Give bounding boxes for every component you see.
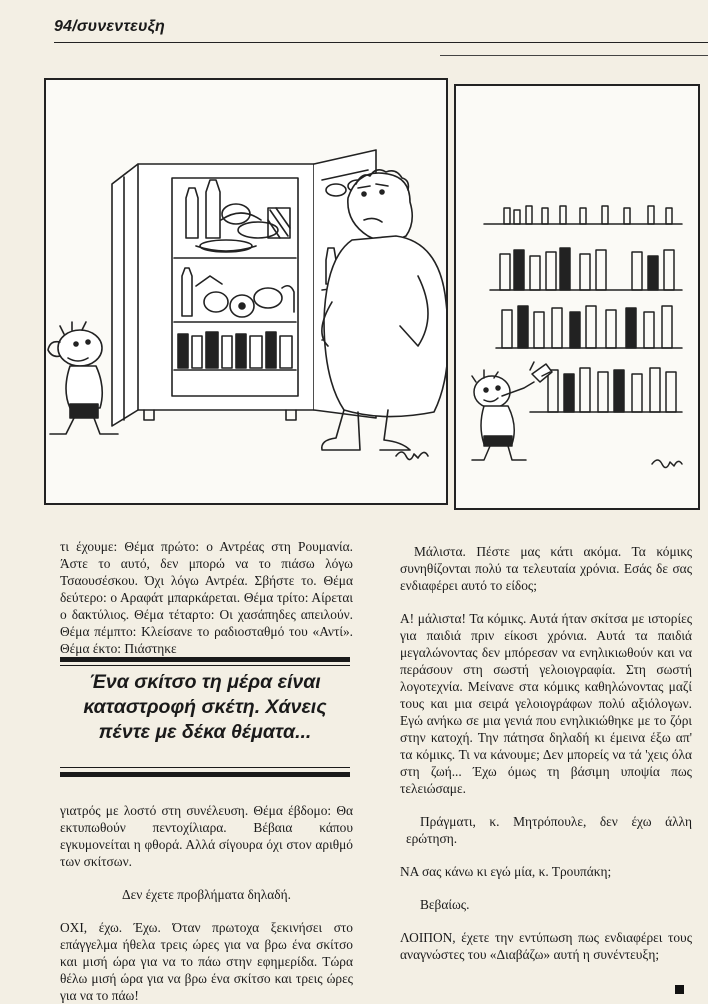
interview-answer: ΛΟΙΠΟΝ, έχετε την εντύπωση πως ενδιαφέρει τους αναγνώστες του «Διαβάζω» αυτή η συνέντευξη; bbox=[400, 930, 692, 962]
article-paragraph: τι έχουμε: Θέμα πρώτο: ο Αντρέας στη Ρουμανία. Άστε το αυτό, δεν μπορώ να το πιάσω λόγω Τσαουσέσκου. Όχι λόγω Αντρέα. Σβήστε το. Θέμα δεύτερο: ο Αραφάτ μπαρκάρεται. Θέμα τρίτο: Αίρεται ο δακτύλιος. Θέμα τέταρτο: Οι χασάπηδες απειλούν. Θέμα πέμπτο: Κλείσανε το ραδιοσταθμό του «Αντί». Θέμα έκτο: Πιάστηκε bbox=[60, 539, 353, 656]
pull-quote: Ένα σκίτσο τη μέρα είναι καταστροφή σκέτη. Χάνεις πέντε με δέκα θέματα... bbox=[83, 671, 327, 743]
pull-quote-rule-bottom bbox=[60, 772, 350, 777]
interview-answer: Α! μάλιστα! Τα κόμικς. Αυτά ήταν σκίτσα με ιστορίες για παιδιά πριν είκοσι χρόνια. Αυτά τα παιδιά μεγαλώνοντας δεν μπόρεσαν να ενηλικιωθούν και να περάσουν στη σωστή γελοιογραφία. Στη σωστή λογοτεχνία. Μείνανε στα κόμικς καθηλώνοντας μαζί τους και μια σειρά γελοιογράφων πολύ αξιόλογων. Εγώ ανήκω σε μια γενιά που ενηλικιώθηκε με το ζόρι στην κατοχή. Την πάτησα δηλαδή κι έμεινα έξω απ' τα κόμικς. Τι να κάνουμε; Δεν μπορείς να τά 'χεις όλα στη ζωή... Έχω όμως τη βάσιμη υποψία πως τελειώσαμε. bbox=[400, 611, 692, 796]
interview-question: Πράγματι, κ. Μητρόπουλε, δεν έχω άλλη ερώτηση. bbox=[406, 814, 692, 846]
article-column-left-bottom bbox=[60, 802, 353, 1004]
page-header: 94/συνεντευξη bbox=[54, 18, 165, 35]
pull-quote-rule-top-thin bbox=[60, 665, 350, 666]
header-rule bbox=[54, 42, 708, 43]
article-paragraph: γιατρός με λοστό στη συνέλευση. Θέμα έβδομο: Θα εκτυπωθούν πεντοχίλιαρα. Βέβαια κάπου εγκυμονείται η φθορά. Αλλά σίγουρα όχι στον αριθμό των σκίτσων. bbox=[60, 803, 353, 869]
interview-question: Δεν έχετε προβλήματα δηλαδή. bbox=[122, 887, 291, 902]
interview-answer: ΟΧΙ, έχω. Έχω. Όταν πρωτοχα ξεκινήσει στο επάγγελμα ήθελα τρεις ώρες για να βρω ένα σκίτσο και μισή ώρα για να το πάω στην εφημερίδα. Τώρα θέλω μισή ώρα για να βρω ένα σκίτσο και τρεις ώρες για να το πάω! bbox=[60, 920, 353, 1003]
cartoon-fridge bbox=[44, 78, 448, 505]
interview-answer: ΝΑ σας κάνω κι εγώ μία, κ. Τρουπάκη; bbox=[400, 864, 612, 879]
article-end-mark bbox=[675, 985, 684, 994]
pull-quote-rule-bottom-thin bbox=[60, 767, 350, 768]
header-rule-secondary bbox=[440, 55, 708, 56]
article-column-right bbox=[400, 543, 692, 963]
interview-question: Βεβαίως. bbox=[420, 897, 470, 912]
cartoon-fridge-drawing bbox=[46, 80, 446, 503]
article-column-left-top bbox=[60, 538, 353, 657]
cartoon-bookshelf bbox=[454, 84, 700, 510]
cartoon-bookshelf-drawing bbox=[456, 86, 698, 508]
pull-quote-rule-top bbox=[60, 657, 350, 662]
interview-question: Μάλιστα. Πέστε μας κάτι ακόμα. Τα κόμικς συνηθίζονται πολύ τα τελευταία χρόνια. Εσάς δε σας ενδιαφέρει αυτό το είδος; bbox=[400, 544, 692, 593]
